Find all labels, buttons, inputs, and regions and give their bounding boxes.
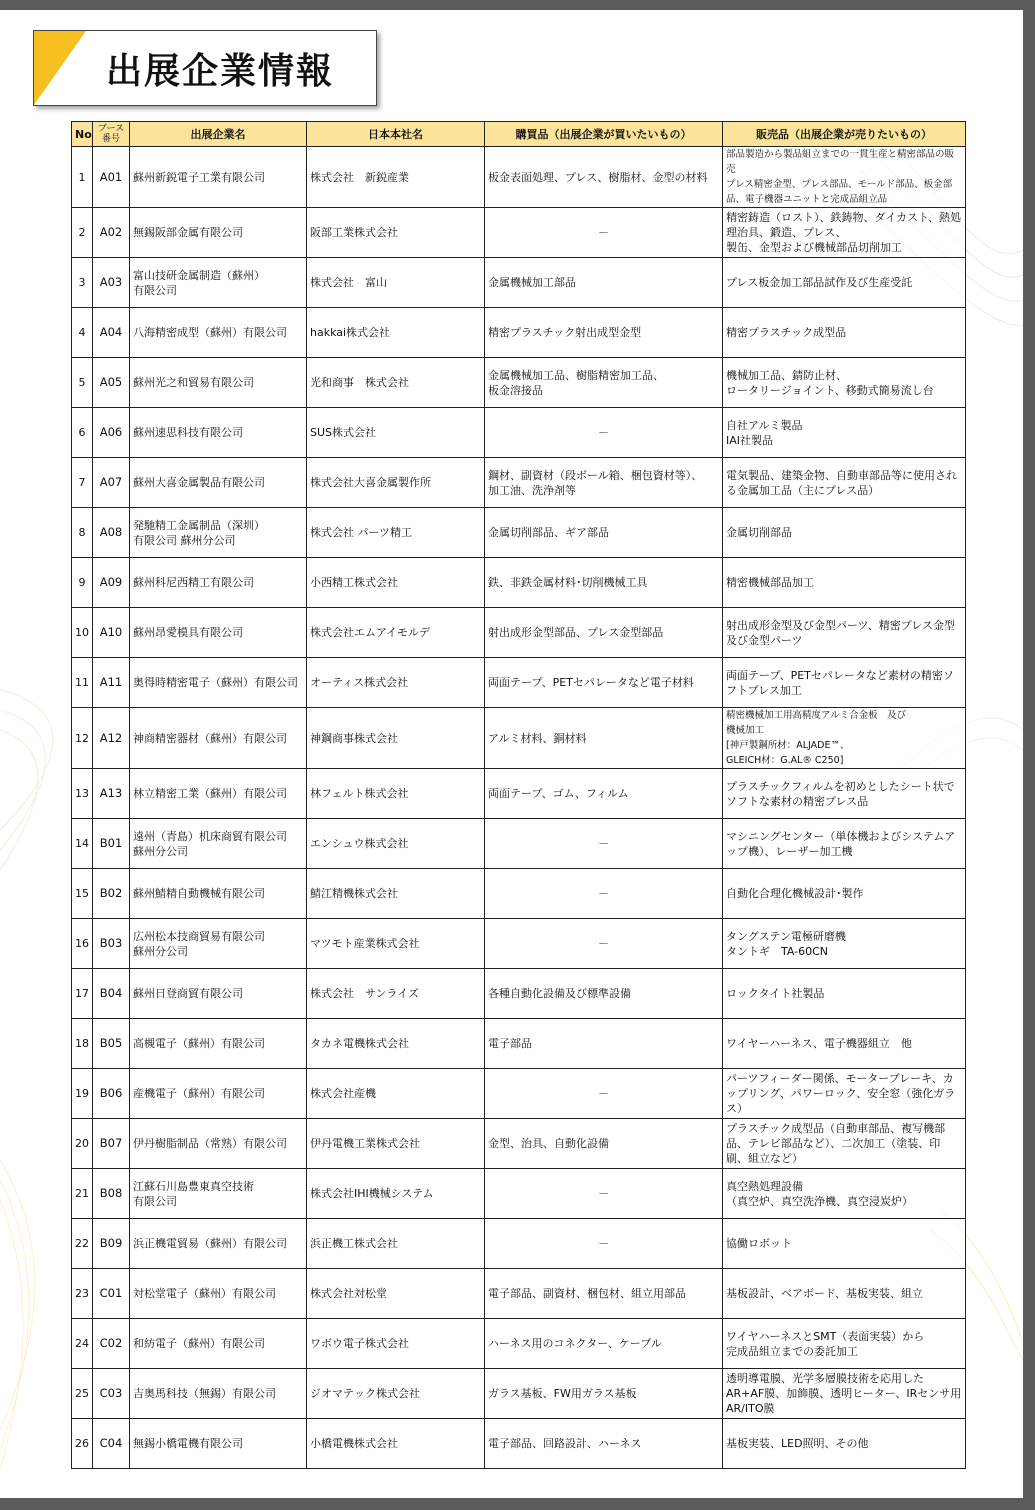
row-buy: 鉄、非鉄金属材料･切削機械工具 — [485, 558, 723, 608]
table-row — [72, 919, 966, 969]
row-parent: 株式会社 富山 — [307, 258, 485, 308]
row-booth: B02 — [93, 869, 130, 919]
table-row — [72, 1269, 966, 1319]
row-parent: 株式会社対松堂 — [307, 1269, 485, 1319]
row-company: 富山技研金属制造（蘇州） 有限公司 — [130, 258, 307, 308]
row-parent: 株式会社エムアイモルデ — [307, 608, 485, 658]
row-company: 蘇州新鋭電子工業有限公司 — [130, 147, 307, 208]
row-company: 吉奥馬科技（無錫）有限公司 — [130, 1369, 307, 1419]
row-company: 蘇州光之和貿易有限公司 — [130, 358, 307, 408]
row-booth: C01 — [93, 1269, 130, 1319]
table-row — [72, 258, 966, 308]
row-sell: 自動化合理化機械設計･製作 — [723, 869, 966, 919]
row-parent: 株式会社産機 — [307, 1069, 485, 1119]
row-company: 発馳精工金属制品（深圳） 有限公司 蘇州分公司 — [130, 508, 307, 558]
row-parent: hakkai株式会社 — [307, 308, 485, 358]
row-no: 16 — [72, 919, 93, 969]
table-row — [72, 408, 966, 458]
row-sell: プレス板金加工部品試作及び生産受託 — [723, 258, 966, 308]
row-no: 14 — [72, 819, 93, 869]
row-booth: B01 — [93, 819, 130, 869]
row-no: 11 — [72, 658, 93, 708]
table-row — [72, 1219, 966, 1269]
row-buy: － — [485, 819, 723, 869]
document-page — [0, 10, 1023, 1498]
row-company: 八海精密成型（蘇州）有限公司 — [130, 308, 307, 358]
row-company: 蘇州鯖精自動機械有限公司 — [130, 869, 307, 919]
row-sell: 機械加工品、錆防止材、 ロータリージョイント、移動式簡易流し台 — [723, 358, 966, 408]
row-booth: B03 — [93, 919, 130, 969]
row-parent: 株式会社 新鋭産業 — [307, 147, 485, 208]
row-parent: 株式会社 サンライズ — [307, 969, 485, 1019]
row-buy: 電子部品、回路設計、ハーネス — [485, 1419, 723, 1469]
row-no: 26 — [72, 1419, 93, 1469]
row-no: 17 — [72, 969, 93, 1019]
row-buy: 各種自動化設備及び標準設備 — [485, 969, 723, 1019]
table-row — [72, 208, 966, 258]
row-buy: 金属切削部品、ギア部品 — [485, 508, 723, 558]
row-company: 蘇州科尼西精工有限公司 — [130, 558, 307, 608]
table-row — [72, 608, 966, 658]
table-header-row — [72, 122, 966, 147]
row-sell: ワイヤハーネスとSMT（表面実装）から 完成品組立までの委託加工 — [723, 1319, 966, 1369]
row-booth: A10 — [93, 608, 130, 658]
table-row — [72, 769, 966, 819]
row-buy: 射出成形金型部品、プレス金型部品 — [485, 608, 723, 658]
row-company: 蘇州日登商貿有限公司 — [130, 969, 307, 1019]
row-no: 24 — [72, 1319, 93, 1369]
row-no: 22 — [72, 1219, 93, 1269]
row-sell: 自社アルミ製品 IAI社製品 — [723, 408, 966, 458]
row-parent: タカネ電機株式会社 — [307, 1019, 485, 1069]
row-company: 奥得時精密電子（蘇州）有限公司 — [130, 658, 307, 708]
header-company: 出展企業名 — [130, 122, 307, 147]
header-sell: 販売品（出展企業が売りたいもの） — [723, 122, 966, 147]
row-buy: － — [485, 208, 723, 258]
row-parent: 伊丹電機工業株式会社 — [307, 1119, 485, 1169]
row-booth: A09 — [93, 558, 130, 608]
row-company: 無錫小橋電機有限公司 — [130, 1419, 307, 1469]
row-sell: 精密機械部品加工 — [723, 558, 966, 608]
row-sell: 部品製造から製品組立までの一貫生産と精密部品の販売 プレス精密金型、プレス部品、モールド部品、板金部品、電子機器ユニットと完成品組立品 — [723, 147, 966, 208]
title-banner — [33, 30, 377, 106]
row-parent: マツモト産業株式会社 — [307, 919, 485, 969]
row-sell: 電気製品、建築金物、自動車部品等に使用される金属加工品（主にプレス品） — [723, 458, 966, 508]
row-no: 6 — [72, 408, 93, 458]
header-booth: ブース番号 — [93, 122, 130, 147]
row-company: 高槻電子（蘇州）有限公司 — [130, 1019, 307, 1069]
header-buy: 購買品（出展企業が買いたいもの） — [485, 122, 723, 147]
table-row — [72, 1369, 966, 1419]
row-booth: C03 — [93, 1369, 130, 1419]
row-company: 神商精密器材（蘇州）有限公司 — [130, 708, 307, 769]
row-parent: 光和商事 株式会社 — [307, 358, 485, 408]
page-title: 出展企業情報 — [106, 51, 335, 92]
row-no: 9 — [72, 558, 93, 608]
row-booth: A02 — [93, 208, 130, 258]
row-no: 12 — [72, 708, 93, 769]
row-parent: ワボウ電子株式会社 — [307, 1319, 485, 1369]
row-company: 対松堂電子（蘇州）有限公司 — [130, 1269, 307, 1319]
row-parent: 浜正機工株式会社 — [307, 1219, 485, 1269]
row-booth: B08 — [93, 1169, 130, 1219]
row-sell: 協働ロボット — [723, 1219, 966, 1269]
row-no: 5 — [72, 358, 93, 408]
row-buy: 鋼材、副資材（段ボール箱、梱包資材等）、 加工油、洗浄剤等 — [485, 458, 723, 508]
row-booth: C02 — [93, 1319, 130, 1369]
row-sell: 真空熱処理設備 （真空炉、真空洗浄機、真空浸炭炉） — [723, 1169, 966, 1219]
row-buy: 両面テープ、PETセパレータなど電子材料 — [485, 658, 723, 708]
row-company: 和紡電子（蘇州）有限公司 — [130, 1319, 307, 1369]
table-row — [72, 308, 966, 358]
row-parent: 鯖江精機株式会社 — [307, 869, 485, 919]
row-sell: プラスチックフィルムを初めとしたシート状でソフトな素材の精密プレス品 — [723, 769, 966, 819]
row-parent: 林フェルト株式会社 — [307, 769, 485, 819]
row-sell: 基板実装、LED照明、その他 — [723, 1419, 966, 1469]
table-row — [72, 869, 966, 919]
row-buy: 金属機械加工部品 — [485, 258, 723, 308]
table-row — [72, 658, 966, 708]
row-booth: A07 — [93, 458, 130, 508]
row-no: 19 — [72, 1069, 93, 1119]
row-sell: 射出成形金型及び金型パーツ、精密プレス金型及び金型パーツ — [723, 608, 966, 658]
table-row — [72, 1119, 966, 1169]
row-buy: － — [485, 919, 723, 969]
row-booth: A13 — [93, 769, 130, 819]
row-buy: ハーネス用のコネクター、ケーブル — [485, 1319, 723, 1369]
row-buy: アルミ材料、銅材料 — [485, 708, 723, 769]
row-no: 15 — [72, 869, 93, 919]
row-parent: 小橋電機株式会社 — [307, 1419, 485, 1469]
row-booth: A12 — [93, 708, 130, 769]
header-no: No — [72, 122, 93, 147]
row-buy: － — [485, 408, 723, 458]
row-no: 4 — [72, 308, 93, 358]
row-no: 18 — [72, 1019, 93, 1069]
row-booth: A08 — [93, 508, 130, 558]
table-row — [72, 1319, 966, 1369]
row-parent: オーティス株式会社 — [307, 658, 485, 708]
row-buy: － — [485, 869, 723, 919]
row-no: 1 — [72, 147, 93, 208]
row-company: 伊丹樹脂制品（常熟）有限公司 — [130, 1119, 307, 1169]
row-sell: 精密機械加工用高精度アルミ合金板 及び 機械加工 [神戸製鋼所材：ALJADE™、 GLEICH材：G.AL® C250] — [723, 708, 966, 769]
row-booth: A04 — [93, 308, 130, 358]
row-company: 無錫阪部金属有限公司 — [130, 208, 307, 258]
row-buy: － — [485, 1219, 723, 1269]
row-parent: 小西精工株式会社 — [307, 558, 485, 608]
row-parent: 阪部工業株式会社 — [307, 208, 485, 258]
row-booth: B06 — [93, 1069, 130, 1119]
row-company: 遠州（青島）机床商貿有限公司 蘇州分公司 — [130, 819, 307, 869]
row-parent: ジオマテック株式会社 — [307, 1369, 485, 1419]
row-buy: 精密プラスチック射出成型金型 — [485, 308, 723, 358]
title-accent-triangle — [34, 31, 86, 105]
row-booth: A06 — [93, 408, 130, 458]
row-no: 13 — [72, 769, 93, 819]
row-buy: － — [485, 1169, 723, 1219]
row-parent: SUS株式会社 — [307, 408, 485, 458]
row-company: 産機電子（蘇州）有限公司 — [130, 1069, 307, 1119]
row-company: 蘇州昂愛模具有限公司 — [130, 608, 307, 658]
table-row — [72, 1169, 966, 1219]
row-parent: 株式会社大喜金属製作所 — [307, 458, 485, 508]
row-sell: 金属切削部品 — [723, 508, 966, 558]
row-booth: A01 — [93, 147, 130, 208]
row-sell: 精密鋳造（ロスト）、鉄鋳物、ダイカスト、熱処理治具、鍛造、プレス、 製缶、金型および機械部品切削加工 — [723, 208, 966, 258]
row-booth: B05 — [93, 1019, 130, 1069]
row-no: 3 — [72, 258, 93, 308]
row-booth: A03 — [93, 258, 130, 308]
row-sell: パーツフィーダー関係、モーターブレーキ、カップリング、パワーロック、安全窓（強化ガラス） — [723, 1069, 966, 1119]
row-no: 20 — [72, 1119, 93, 1169]
row-company: 広州松本技商貿易有限公司 蘇州分公司 — [130, 919, 307, 969]
row-booth: B04 — [93, 969, 130, 1019]
row-parent: 神鋼商事株式会社 — [307, 708, 485, 769]
table-row — [72, 458, 966, 508]
row-no: 2 — [72, 208, 93, 258]
row-company: 蘇州大喜金属製品有限公司 — [130, 458, 307, 508]
row-sell: タングステン電極研磨機 タントギ TA-60CN — [723, 919, 966, 969]
table-row — [72, 969, 966, 1019]
row-no: 8 — [72, 508, 93, 558]
table-row — [72, 558, 966, 608]
row-company: 林立精密工業（蘇州）有限公司 — [130, 769, 307, 819]
table-row — [72, 358, 966, 408]
row-booth: A11 — [93, 658, 130, 708]
row-sell: ワイヤーハーネス、電子機器組立 他 — [723, 1019, 966, 1069]
row-buy: 両面テープ、ゴム、フィルム — [485, 769, 723, 819]
row-company: 蘇州速思科技有限公司 — [130, 408, 307, 458]
row-no: 10 — [72, 608, 93, 658]
table-body — [72, 147, 966, 1469]
row-parent: エンシュウ株式会社 — [307, 819, 485, 869]
row-buy: 金型、治具、自動化設備 — [485, 1119, 723, 1169]
row-no: 21 — [72, 1169, 93, 1219]
row-sell: マシニングセンター（単体機およびシステムアップ機）、レーザー加工機 — [723, 819, 966, 869]
row-parent: 株式会社IHI機械システム — [307, 1169, 485, 1219]
row-sell: プラスチック成型品（自動車部品、複写機部品、テレビ部品など）、二次加工（塗装、印刷、組立など） — [723, 1119, 966, 1169]
table-row — [72, 1419, 966, 1469]
table-row — [72, 147, 966, 208]
row-buy: 電子部品 — [485, 1019, 723, 1069]
row-booth: B07 — [93, 1119, 130, 1169]
row-booth: C04 — [93, 1419, 130, 1469]
table-row — [72, 1019, 966, 1069]
row-company: 江蘇石川島豊東真空技術 有限公司 — [130, 1169, 307, 1219]
row-booth: B09 — [93, 1219, 130, 1269]
row-sell: 基板設計、ベアボード、基板実装、組立 — [723, 1269, 966, 1319]
table-row — [72, 1069, 966, 1119]
row-buy: ガラス基板、FW用ガラス基板 — [485, 1369, 723, 1419]
row-sell: ロックタイト社製品 — [723, 969, 966, 1019]
row-booth: A05 — [93, 358, 130, 408]
row-buy: 電子部品、副資材、梱包材、組立用部品 — [485, 1269, 723, 1319]
row-parent: 株式会社 パーツ精工 — [307, 508, 485, 558]
row-sell: 精密プラスチック成型品 — [723, 308, 966, 358]
row-buy: － — [485, 1069, 723, 1119]
table-row — [72, 708, 966, 769]
table-row — [72, 819, 966, 869]
row-buy: 板金表面処理、プレス、樹脂材、金型の材料 — [485, 147, 723, 208]
row-sell: 透明導電膜、光学多層膜技術を応用したAR+AF膜、加飾膜、透明ヒーター、IRセンサ用AR/ITO膜 — [723, 1369, 966, 1419]
exhibitor-table — [71, 121, 966, 1469]
row-no: 7 — [72, 458, 93, 508]
table-row — [72, 508, 966, 558]
row-sell: 両面テープ、PETセパレータなど素材の精密ソフトプレス加工 — [723, 658, 966, 708]
row-no: 23 — [72, 1269, 93, 1319]
header-parent: 日本本社名 — [307, 122, 485, 147]
row-no: 25 — [72, 1369, 93, 1419]
row-company: 浜正機電貿易（蘇州）有限公司 — [130, 1219, 307, 1269]
row-buy: 金属機械加工品、樹脂精密加工品、 板金溶接品 — [485, 358, 723, 408]
